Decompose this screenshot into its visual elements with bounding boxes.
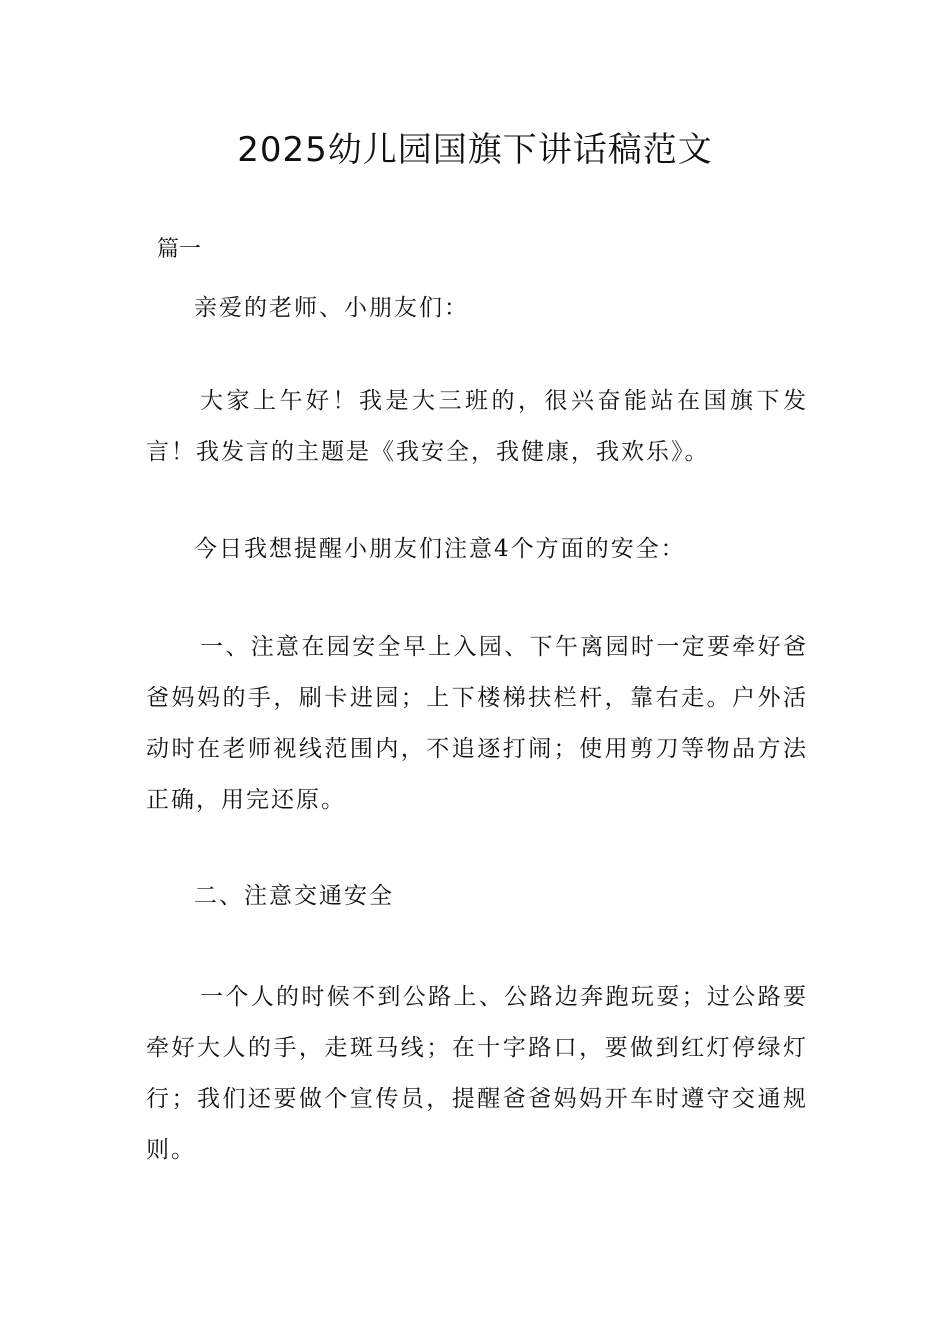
section-label: 篇一 xyxy=(157,237,202,262)
paragraph-greeting: 亲爱的老师、小朋友们： xyxy=(194,295,469,321)
paragraph-reminder: 今日我想提醒小朋友们注意4个方面的安全： xyxy=(194,536,686,562)
paragraph-traffic-heading: 二、注意交通安全 xyxy=(194,883,394,909)
document-title: 2025幼儿园国旗下讲话稿范文 xyxy=(237,130,713,170)
paragraph-intro: 大家上午好！我是大三班的，很兴奋能站在国旗下发言！我发言的主题是《我安全，我健康，我欢乐》。 xyxy=(146,388,808,465)
paragraph-traffic-safety: 一个人的时候不到公路上、公路边奔跑玩耍；过公路要牵好大人的手，走斑马线；在十字路口，要做到红灯停绿灯行；我们还要做个宣传员，提醒爸爸妈妈开车时遵守交通规则。 xyxy=(146,984,808,1163)
paragraph-safety-school: 一、注意在园安全早上入园、下午离园时一定要牵好爸爸妈妈的手，刷卡进园；上下楼梯扶栏杆，靠右走。户外活动时在老师视线范围内，不追逐打闹；使用剪刀等物品方法正确，用完还原。 xyxy=(146,634,808,813)
